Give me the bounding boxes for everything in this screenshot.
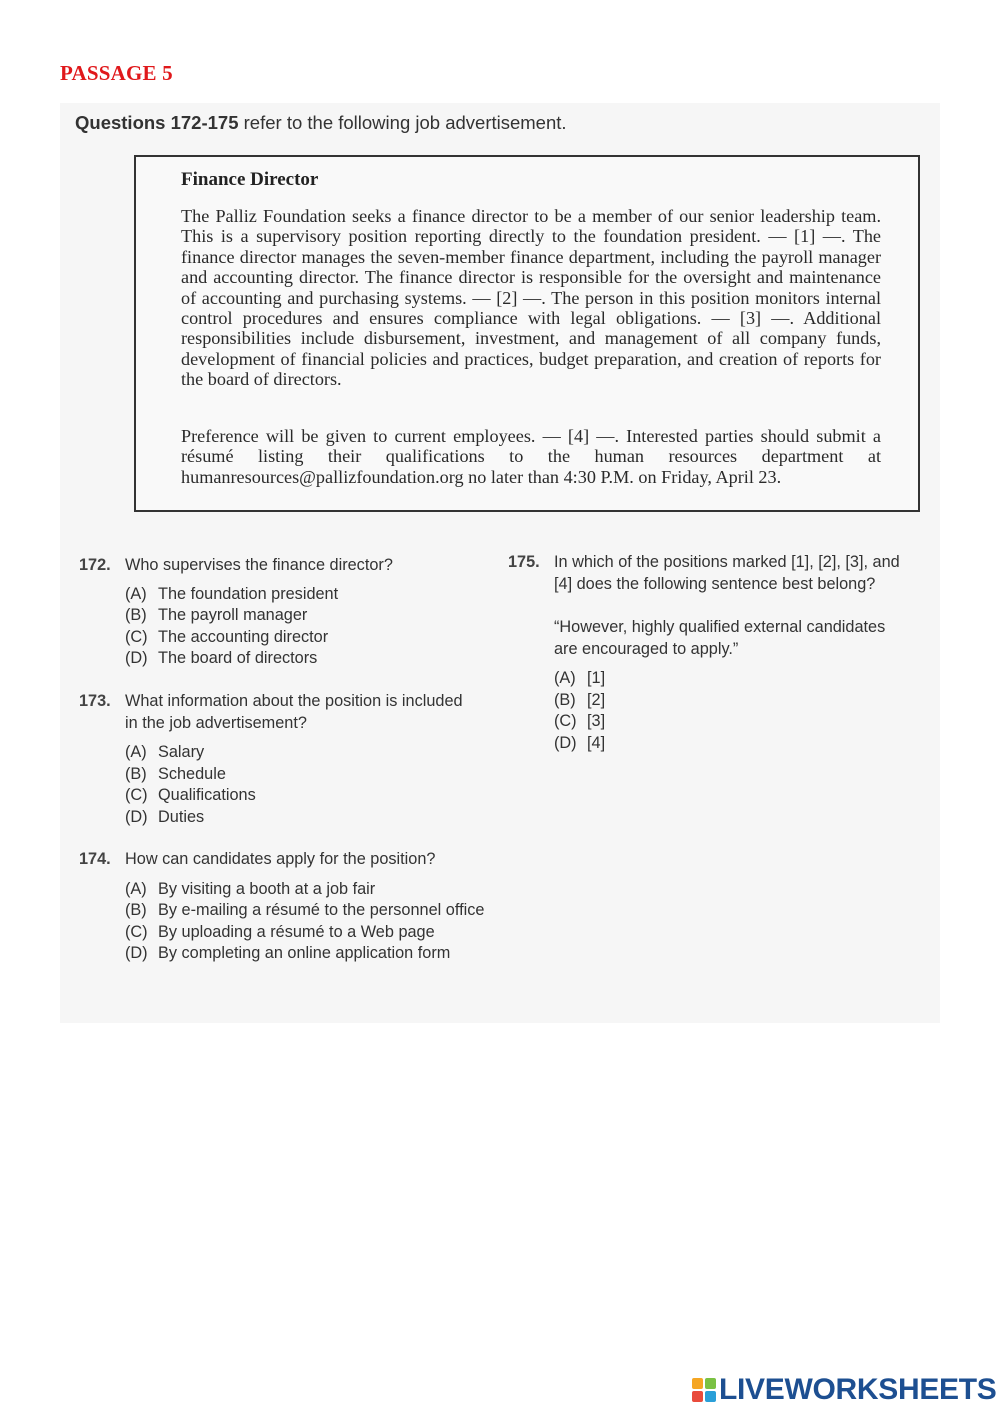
question-stem: In which of the positions marked [1], [2], [3], and [4] does the following sentence best belong? [554,553,900,593]
job-advertisement [134,155,920,512]
option-text: Duties [158,807,205,826]
question-number: 175. [508,553,540,571]
answer-option[interactable] [125,807,479,829]
option-text: [4] [587,733,606,752]
answer-option[interactable] [125,627,479,649]
option-letter: (C) [125,786,148,804]
option-letter: (C) [125,922,148,941]
option-letter: (D) [125,649,148,667]
advertisement-paragraph: The Palliz Foundation seeks a finance director to be a member of our senior leadership team. This is a supervisory position reporting directly to the foundation president. — [1] —. The finance director manages the seven-member finance department, including the payroll manager and accounting director. The finance director is responsible for the oversight and maintenance of accounting and purchasing systems. — [2] —. The person in this position monitors internal control procedures and ensures compliance with legal obligations. — [3] —. Additional responsibilities include disbursement, investment, and management of all company funds, development of financial policies and practices, budget preparation, and creation of reports for the board of directors. [181,206,881,390]
question-stem: What information about the position is included in the job advertisement? [125,692,463,732]
advertisement-title: Finance Director [181,169,319,190]
question-stem: How can candidates apply for the position? [125,850,436,868]
brand-name: LIVEWORKSHEETS [719,1373,997,1406]
option-letter: (B) [125,606,147,624]
answer-options [125,584,479,670]
question-number: 174. [79,850,111,868]
passage-title: PASSAGE 5 [60,61,173,85]
question-172 [79,555,479,670]
option-letter: (C) [554,712,577,730]
option-text: The accounting director [158,627,329,646]
option-text: Salary [158,743,205,761]
intro-rest: refer to the following job advertisement. [238,112,567,133]
option-text: The foundation president [158,584,339,603]
option-text: By completing an online application form [158,944,451,962]
answer-option[interactable] [554,733,908,755]
option-letter: (D) [554,733,577,752]
answer-option[interactable] [125,879,489,901]
liveworksheets-logo[interactable] [691,1373,997,1407]
question-173 [79,691,479,828]
answer-option[interactable] [125,584,479,606]
question-number: 172. [79,556,111,574]
answer-option[interactable] [125,943,458,965]
answer-option[interactable] [554,668,908,690]
option-letter: (A) [125,743,147,761]
question-174 [79,849,489,965]
question-stem: Who supervises the finance director? [125,556,393,574]
answer-option[interactable] [554,690,908,712]
option-letter: (B) [554,690,576,709]
answer-option[interactable] [125,764,479,786]
answer-option[interactable] [125,900,488,922]
answer-option[interactable] [125,605,479,627]
option-text: The payroll manager [158,606,308,624]
answer-option[interactable] [125,785,479,807]
option-letter: (A) [554,669,576,687]
question-number: 173. [79,692,111,710]
option-letter: (D) [125,807,148,826]
option-text: The board of directors [158,649,318,667]
answer-options [554,668,908,754]
answer-options [125,742,479,828]
questions-intro [75,112,567,134]
answer-option[interactable] [125,648,479,670]
answer-option[interactable] [125,742,479,764]
question-175 [508,552,908,754]
option-text: By visiting a booth at a job fair [158,879,376,898]
option-text: Schedule [158,764,226,783]
option-letter: (B) [125,901,147,919]
option-text: By uploading a résumé to a Web page [158,922,435,941]
liveworksheets-logo-icon [691,1377,717,1403]
option-text: [1] [587,669,606,687]
answer-option[interactable] [554,711,908,733]
option-text: [2] [587,690,606,709]
option-letter: (C) [125,627,148,646]
question-quote: “However, highly qualified external candidates are encouraged to apply.” [554,618,886,658]
option-letter: (B) [125,764,147,783]
advertisement-paragraph: Preference will be given to current employees. — [4] —. Interested parties should submit a résumé listing their qualifications to the human resources department at humanresources@pallizfoundation.org no later than 4:30 P.M. on Friday, April 23. [181,426,881,487]
option-letter: (A) [125,879,147,898]
answer-option[interactable] [125,922,489,944]
answer-options [125,879,489,965]
option-text: [3] [587,712,606,730]
option-letter: (A) [125,584,147,603]
option-text: By e-mailing a résumé to the personnel office [158,901,485,919]
option-letter: (D) [125,944,148,962]
questions-range: Questions 172-175 [75,112,239,133]
option-text: Qualifications [158,786,256,804]
